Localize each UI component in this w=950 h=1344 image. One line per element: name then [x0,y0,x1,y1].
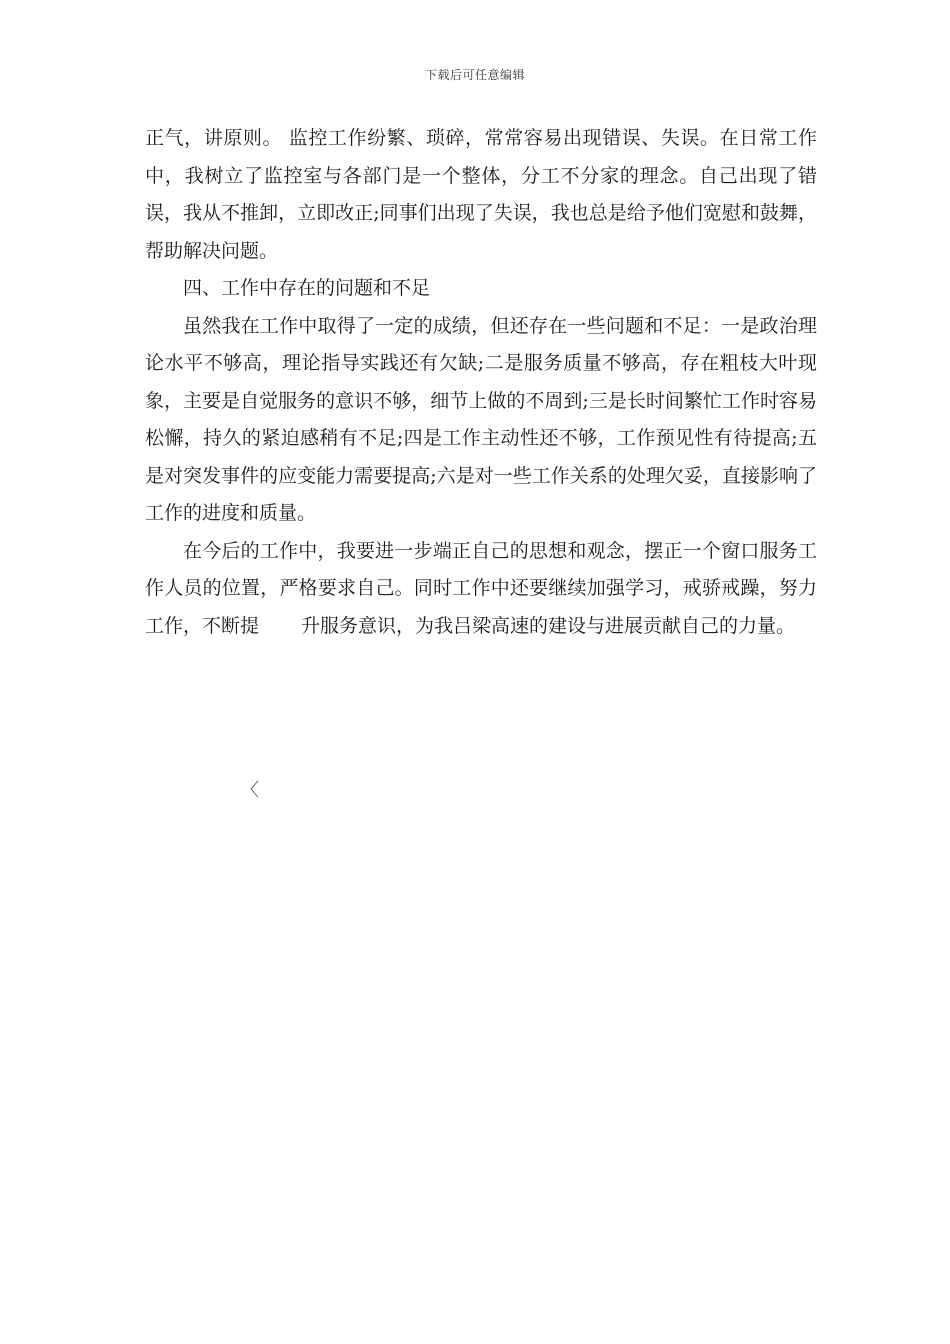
paragraph-1: 正气，讲原则。 监控工作纷繁、琐碎，常常容易出现错误、失误。在日常工作中，我树立了监控室与各部门是一个整体，分工不分家的理念。自己出现了错误，我从不推卸，立即改正;同事们出现了失误，我也总是给予他们宽慰和鼓舞，帮助解决问题。 [145,127,817,262]
paragraph-4-part-2: 升服务意识，为我吕梁高速的建设与进展贡献自己的力量。 [301,614,796,637]
section-heading: 四、工作中存在的问题和不足 [183,277,431,299]
stray-mark: 〈 [241,780,259,801]
paragraph-3: 虽然我在工作中取得了一定的成绩，但还存在一些问题和不足：一是政治理论水平不够高，理论指导实践还有欠缺;二是服务质量不够高，存在粗枝大叶现象，主要是自觉服务的意识不够，细节上做的不周到;三是长时间繁忙工作时容易松懈，持久的紧迫感稍有不足;四是工作主动性还不够，工作预见性有待提高;五是对突发事件的应变能力需要提高;六是对一些工作关系的处理欠妥，直接影响了工作的进度和质量。 [145,314,817,524]
paragraph-4 [145,533,817,646]
page-header: 下载后可任意编辑 [424,68,525,82]
paragraph-4-part-1: 在今后的工作中，我要进一步端正自己的思想和观念，摆正一个窗口服务工作人员的位置，严格要求自己。同时工作中还要继续加强学习，戒骄戒躁，努力工作，不断提 [145,539,817,637]
document-body [145,120,817,645]
